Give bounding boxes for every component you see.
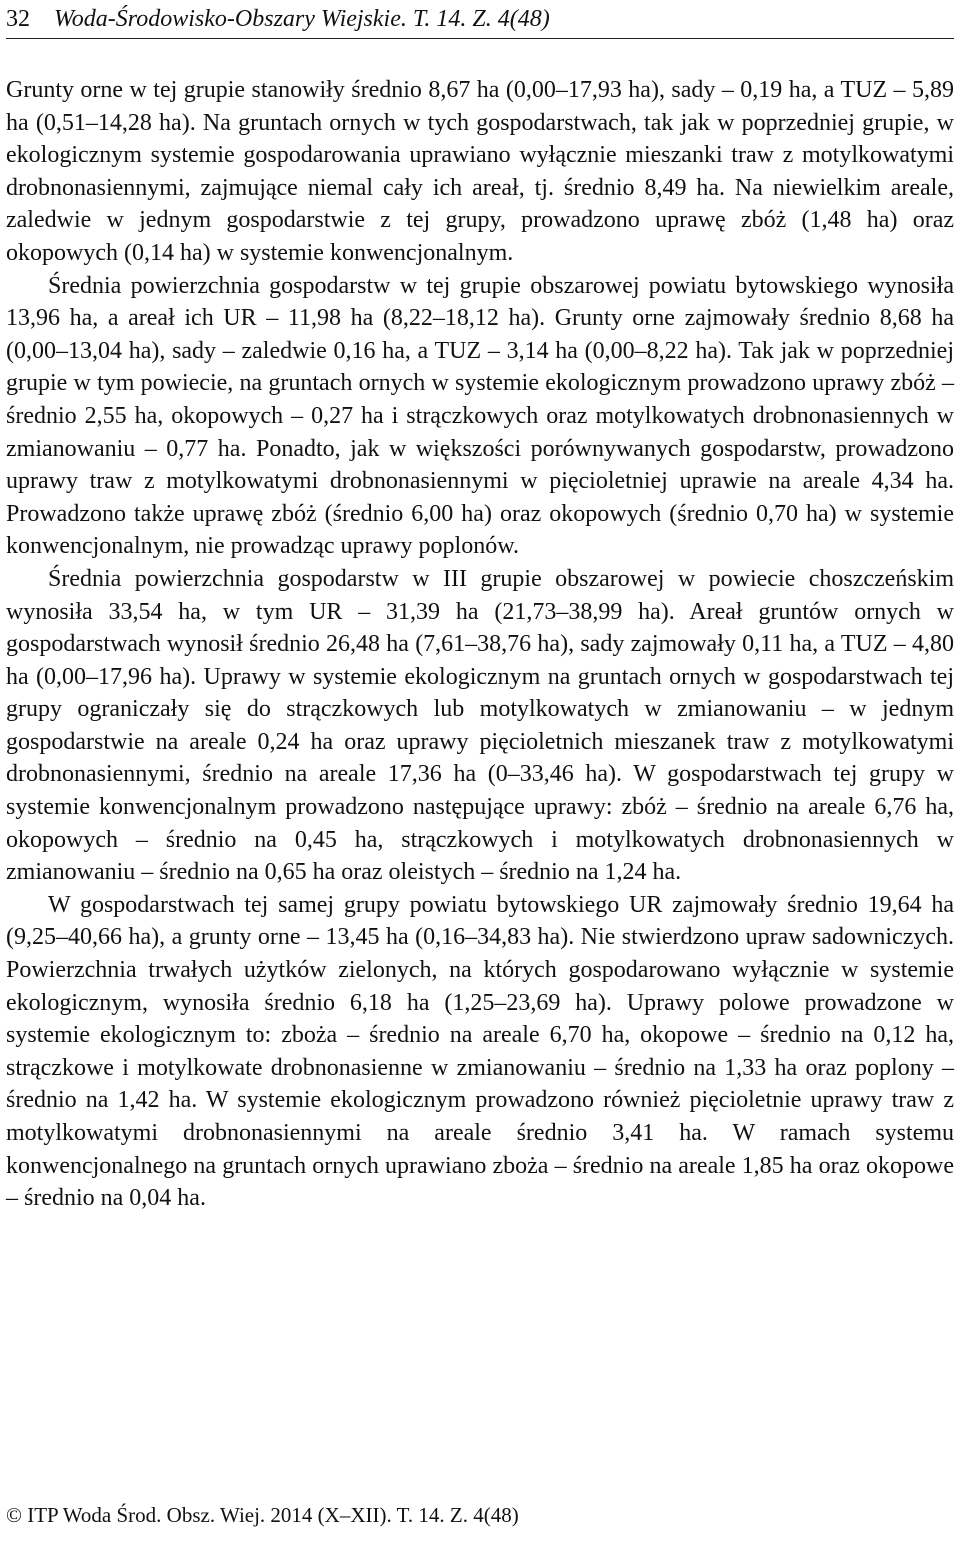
copyright-notice: © ITP Woda Środ. Obsz. Wiej. 2014 (X–XII). T. 14. Z. 4(48) [6, 1503, 519, 1527]
journal-title: Woda-Środowisko-Obszary Wiejskie. T. 14. Z. 4(48) [54, 6, 550, 32]
page-footer [6, 1500, 954, 1530]
paragraph-4: W gospodarstwach tej samej grupy powiatu bytowskiego UR zajmowały średnio 19,64 ha (9,25–40,66 ha), a grunty orne – 13,45 ha (0,16–34,83 ha). Nie stwierdzono upraw sadowniczych. Powierzchnia trwałych użytków zielonych, na których gospodarowano wyłącznie w systemie ekologicznym, wynosiła średnio 6,18 ha (1,25–23,69 ha). Uprawy polowe prowadzone w systemie ekologicznym to: zboża – średnio na areale 6,70 ha, okopowe – średnio na 0,12 ha, strączkowe i motylkowate drobnonasienne w zmianowaniu – średnio na 1,33 ha oraz poplony – średnio na 1,42 ha. W systemie ekologicznym prowadzono również pięcioletnie uprawy traw z motylkowatymi drobnonasiennymi na areale średnio 3,41 ha. W ramach systemu konwencjonalnego na gruntach ornych uprawiano zboża – średnio na areale 1,85 ha oraz okopowe – średnio na 0,04 ha. [6, 891, 954, 1212]
page-number: 32 [6, 6, 30, 32]
paragraph-2: Średnia powierzchnia gospodarstw w tej grupie obszarowej powiatu bytowskiego wynosiła 13,96 ha, a areał ich UR – 11,98 ha (8,22–18,12 ha). Grunty orne zajmowały średnio 8,68 ha (0,00–13,04 ha), sady – zaledwie 0,16 ha, a TUZ – 3,14 ha (0,00–8,22 ha). Tak jak w poprzedniej grupie w tym powiecie, na gruntach ornych w systemie ekologicznym prowadzono uprawy zbóż – średnio 2,55 ha, okopowych – 0,27 ha i strączkowych oraz motylkowatych drobnonasiennych w zmianowaniu – 0,77 ha. Ponadto, jak w większości porównywanych gospodarstw, prowadzono uprawy traw z motylkowatymi drobnonasiennymi w pięcioletniej uprawie na areale 4,34 ha. Prowadzono także uprawę zbóż (średnio 6,00 ha) oraz okopowych (średnio 0,70 ha) w systemie konwencjonalnym, nie prowadząc uprawy poplonów. [6, 272, 954, 560]
paragraph-3: Średnia powierzchnia gospodarstw w III grupie obszarowej w powiecie choszczeńskim wynosiła 33,54 ha, w tym UR – 31,39 ha (21,73–38,99 ha). Areał gruntów ornych w gospodarstwach wynosił średnio 26,48 ha (7,61–38,76 ha), sady zajmowały 0,11 ha, a TUZ – 4,80 ha (0,00–17,96 ha). Uprawy w systemie ekologicznym na gruntach ornych w gospodarstwach tej grupy ograniczały się do strączkowych lub motylkowatych w zmianowaniu – w jednym gospodarstwie na areale 0,24 ha oraz uprawy pięcioletnich mieszanek traw z motylkowatymi drobnonasiennymi, średnio na areale 17,36 ha (0–33,46 ha). W gospodarstwach tej grupy w systemie konwencjonalnym prowadzono następujące uprawy: zbóż – średnio na areale 6,76 ha, okopowych – średnio na 0,45 ha, strączkowych i motylkowatych drobnonasiennych w zmianowaniu – średnio na 0,65 ha oraz oleistych – średnio na 1,24 ha. [6, 565, 954, 886]
paragraph-1: Grunty orne w tej grupie stanowiły średnio 8,67 ha (0,00–17,93 ha), sady – 0,19 ha, a TUZ – 5,89 ha (0,51–14,28 ha). Na gruntach ornych w tych gospodarstwach, tak jak w poprzedniej grupie, w ekologicznym systemie gospodarowania uprawiano wyłącznie mieszanki traw z motylkowatymi drobnonasiennymi, zajmujące niemal cały ich areał, tj. średnio 8,49 ha. Na niewielkim areale, zaledwie w jednym gospodarstwie z tej grupy, prowadzono uprawę zbóż (1,48 ha) oraz okopowych (0,14 ha) w systemie konwencjonalnym. [6, 77, 954, 266]
running-header [6, 2, 954, 39]
article-body [6, 74, 954, 1215]
